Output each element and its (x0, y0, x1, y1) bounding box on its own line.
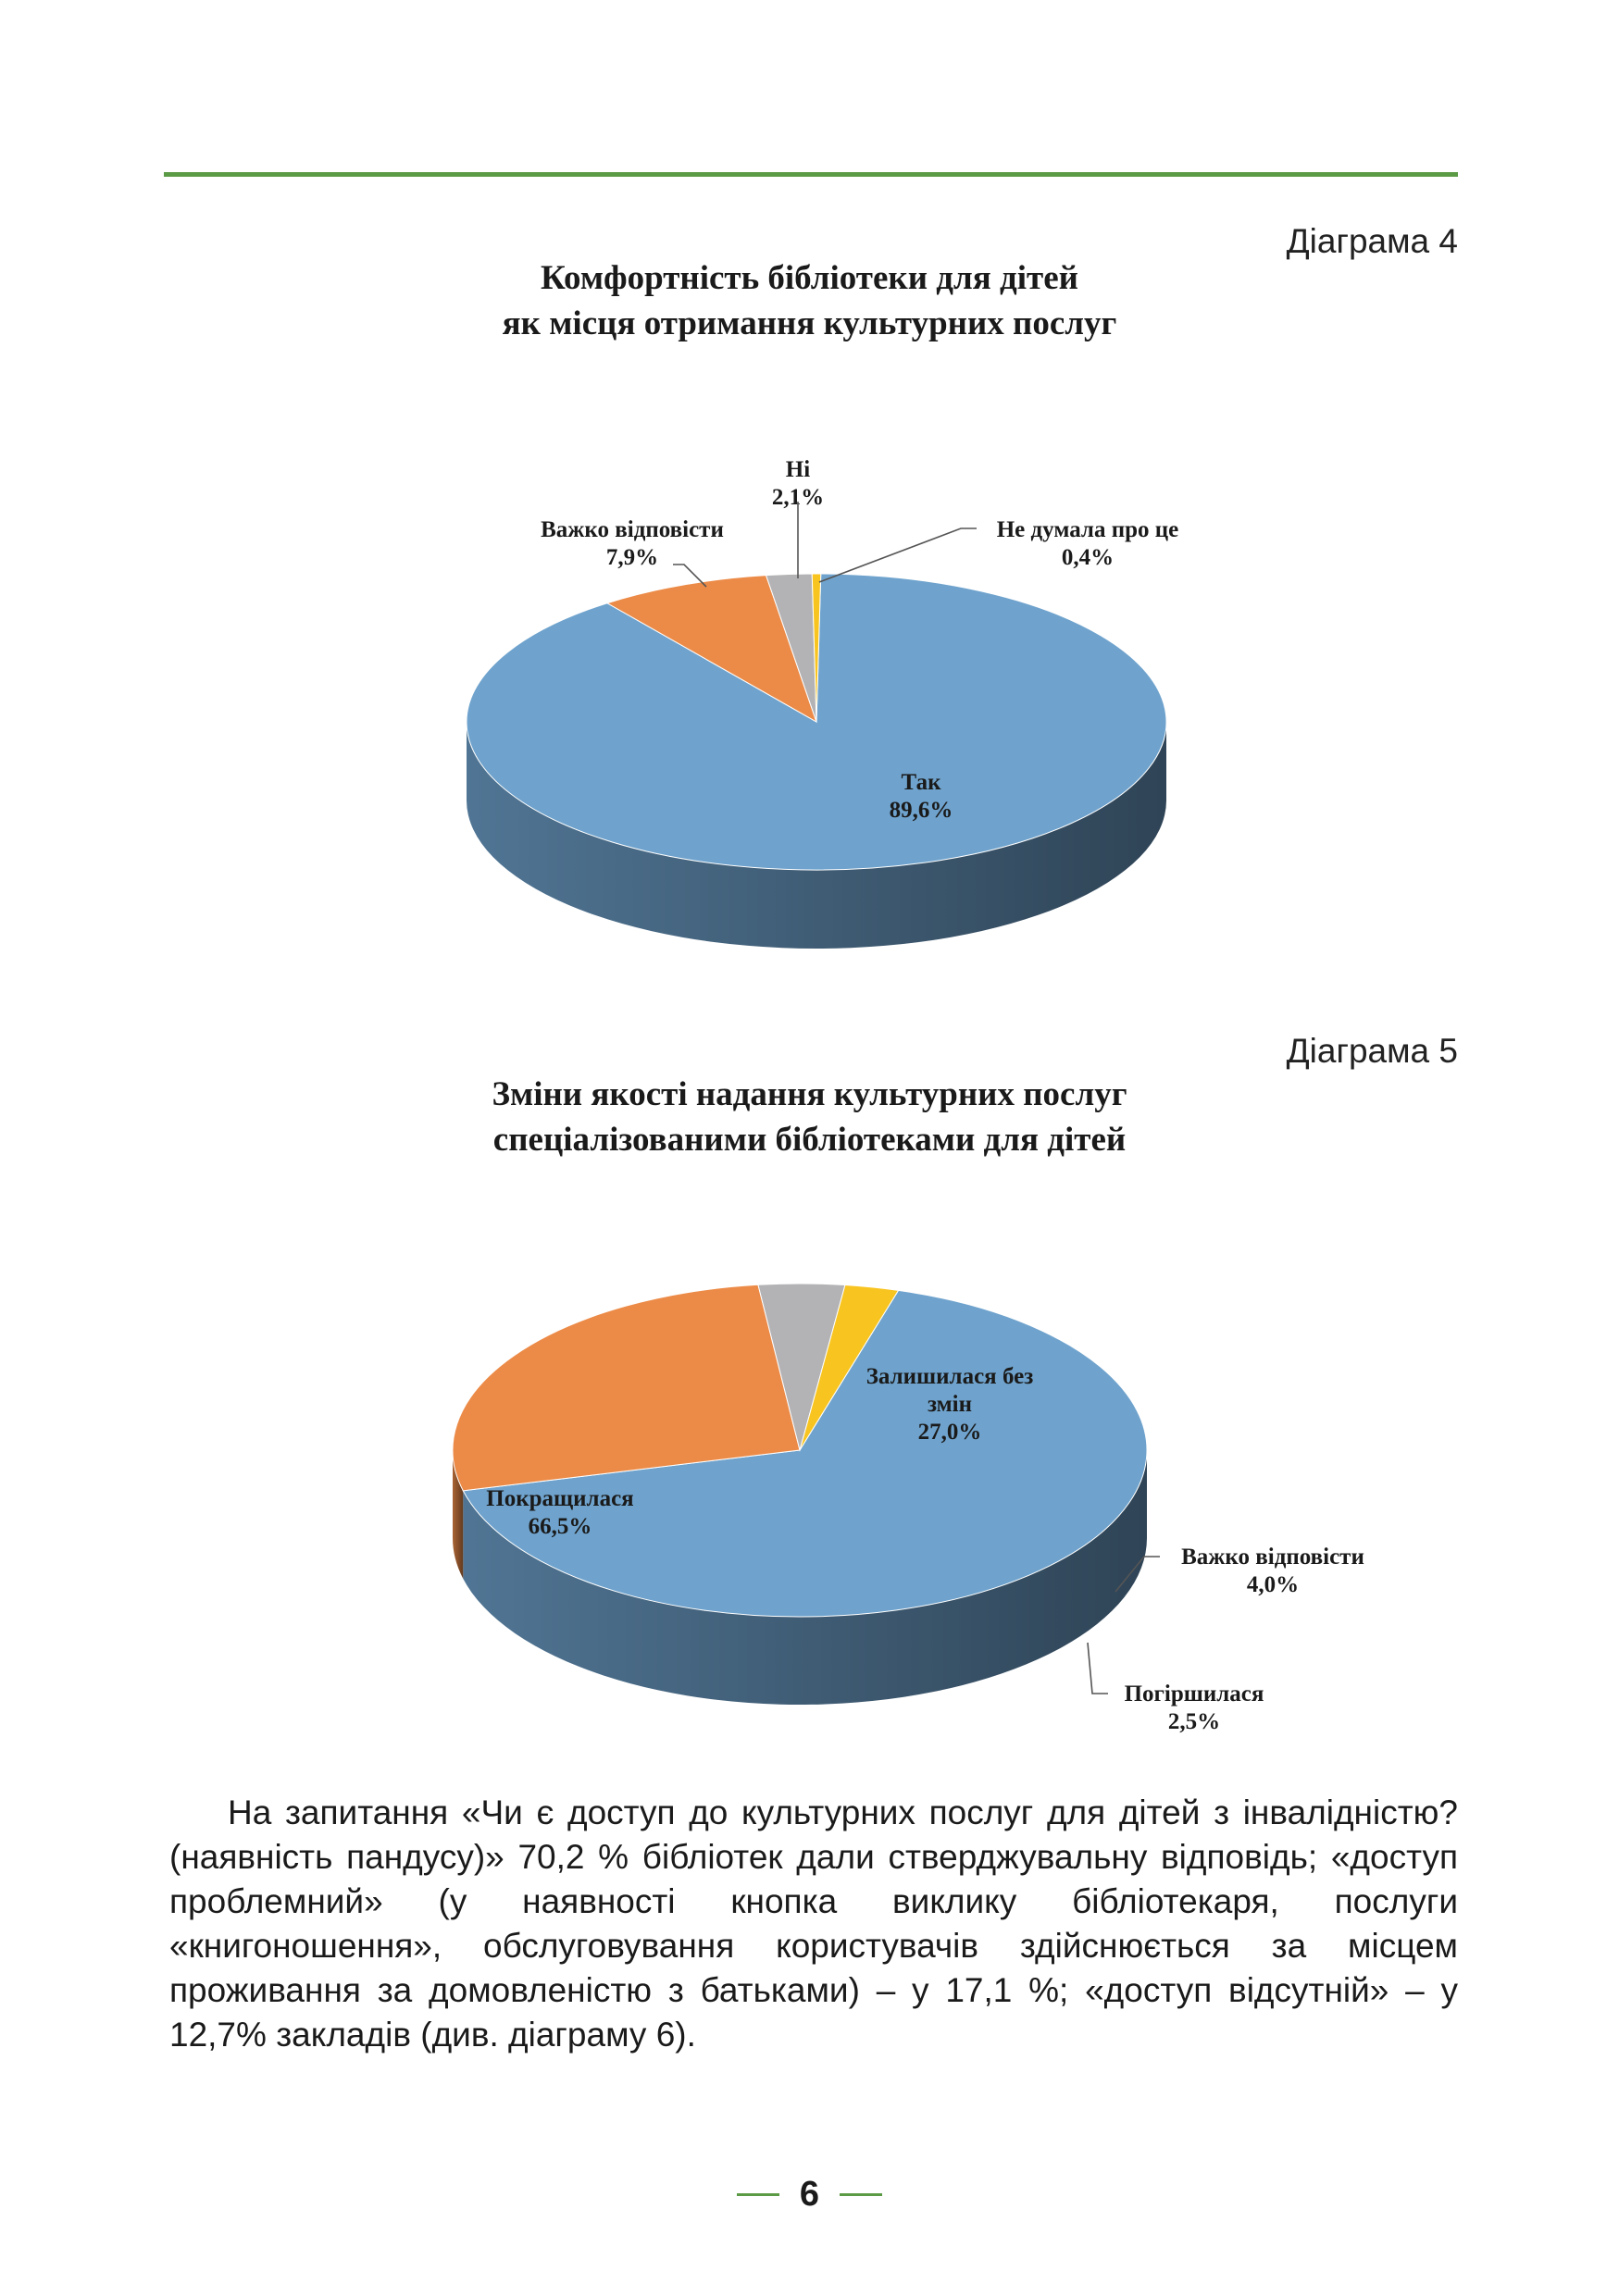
footer-dash-right (840, 2193, 882, 2196)
chart-1-title-line-1: Комфортність бібліотеки для дітей (541, 259, 1078, 297)
label-vazhko-2: Важко відповісти 4,0% (1181, 1545, 1364, 1597)
leader-pohirshylasia (1088, 1643, 1108, 1694)
chart-2-title-line-2: спеціалізованими бібліотеками для дітей (492, 1121, 1127, 1159)
page-footer (0, 2171, 1619, 2217)
chart-1-pie (0, 444, 1619, 999)
label-vazhko: Важко відповісти 7,9% (541, 517, 724, 570)
page-number: 6 (799, 2174, 820, 2214)
diagram-4-label: Діаграма 4 (1286, 222, 1458, 260)
footer-dash-left (737, 2193, 779, 2196)
label-ne-dumala: Не думала про це 0,4% (996, 517, 1179, 570)
chart-2-title-line-1: Зміни якості надання культурних послуг (492, 1075, 1127, 1113)
diagram-5-label: Діаграма 5 (1286, 1032, 1458, 1070)
label-zalyshylasia: Залишилася без змін 27,0% (866, 1364, 1034, 1445)
label-pokrashchylasia: Покращилася 66,5% (486, 1486, 634, 1539)
chart-1-title (0, 255, 1619, 346)
chart-2-pie (0, 1231, 1619, 1768)
chart-1-title-line-2: як місця отримання культурних послуг (502, 304, 1117, 342)
label-pohirshylasia: Погіршилася 2,5% (1124, 1682, 1264, 1734)
label-tak: Так 89,6% (889, 770, 953, 823)
chart-2-title (0, 1072, 1619, 1162)
body-paragraph: На запитання «Чи є доступ до культурних послуг для дітей з інвалідністю? (наявність пандусу)» 70,2 % бібліотек дали стверджувальну відповідь; «доступ проблемний» (у наявності кнопка виклику бібліотекаря, послуги «книгоношення», обслуговування користувачів здійснюється за місцем проживання за домовленістю з батьками) – у 17,1 %; «доступ відсутній» – у 12,7% закладів (див. діаграму 6). (169, 1793, 1458, 2054)
top-rule (164, 172, 1458, 177)
label-ni: Ні 2,1% (771, 457, 825, 510)
